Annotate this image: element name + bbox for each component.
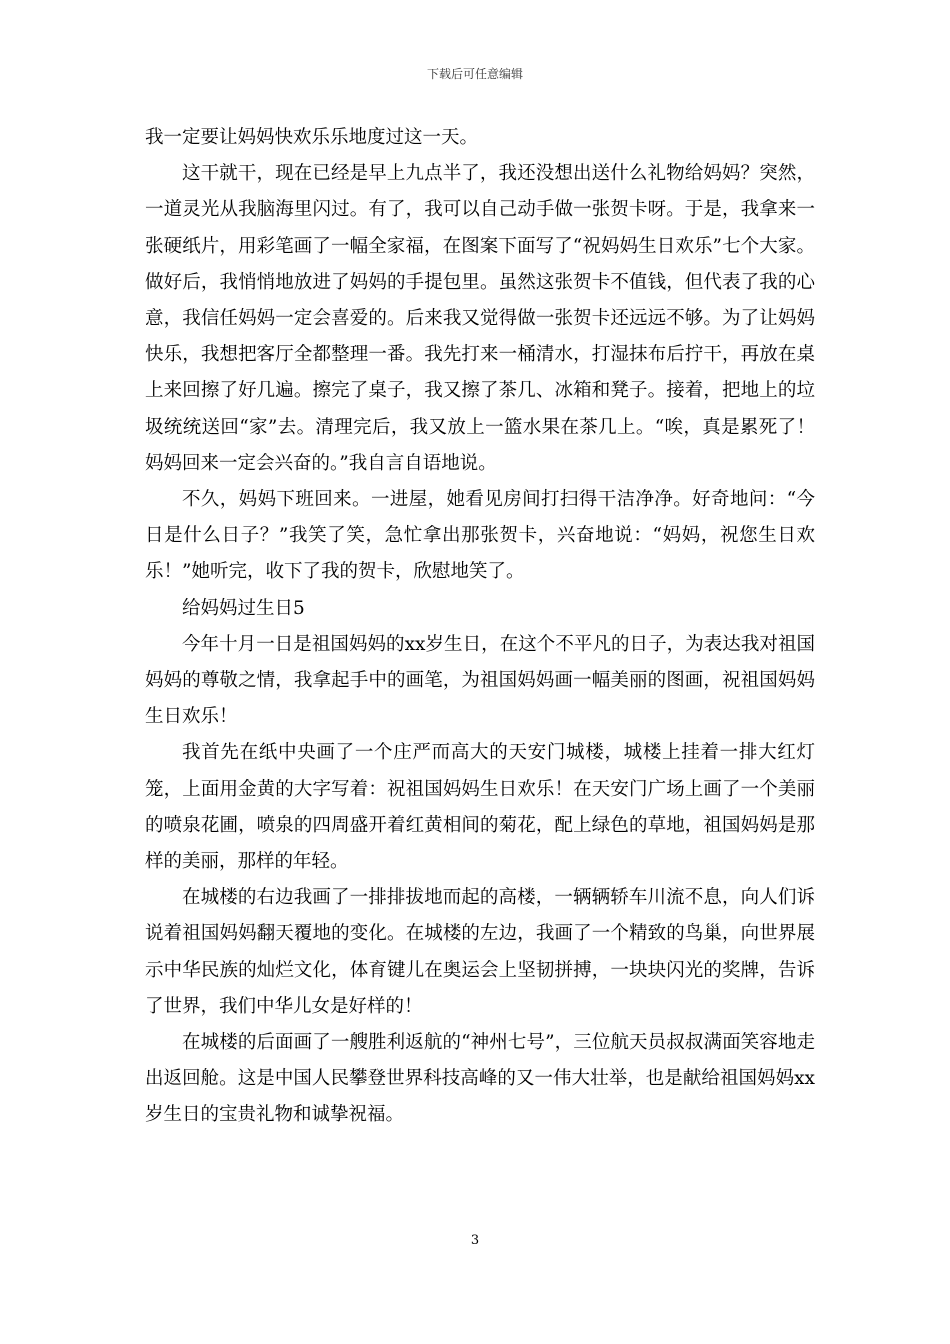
paragraph: 不久，妈妈下班回来。一进屋，她看见房间打扫得干洁净净。好奇地问：“今日是什么日子？”我笑了笑，急忙拿出那张贺卡，兴奋地说：“妈妈，祝您生日欢乐！”她听完，收下了我的贺卡，欣慰地笑了。 [145, 489, 815, 583]
document-body [145, 120, 815, 1134]
paragraph: 在城楼的后面画了一艘胜利返航的“神州七号”，三位航天员叔叔满面笑容地走出返回舱。这是中国人民攀登世界科技高峰的又一伟大壮举，也是献给祖国妈妈xx岁生日的宝贵礼物和诚挚祝福。 [145, 1032, 815, 1126]
page-header: 下载后可任意编辑 [426, 67, 523, 81]
section-title: 给妈妈过生日5 [182, 597, 305, 619]
paragraph: 这干就干，现在已经是早上九点半了，我还没想出送什么礼物给妈妈？突然，一道灵光从我脑海里闪过。有了，我可以自己动手做一张贺卡呀。于是，我拿来一张硬纸片，用彩笔画了一幅全家福，在图案下面写了“祝妈妈生日欢乐”七个大家。做好后，我悄悄地放进了妈妈的手提包里。虽然这张贺卡不值钱，但代表了我的心意，我信任妈妈一定会喜爱的。后来我又觉得做一张贺卡还远远不够。为了让妈妈快乐，我想把客厅全都整理一番。我先打来一桶清水，打湿抹布后拧干，再放在桌上来回擦了好几遍。擦完了桌子，我又擦了茶几、冰箱和凳子。接着，把地上的垃圾统统送回“家”去。清理完后，我又放上一篮水果在茶几上。“唉，真是累死了！妈妈回来一定会兴奋的。”我自言自语地说。 [145, 163, 815, 474]
page-number: 3 [470, 1233, 480, 1248]
paragraph: 我首先在纸中央画了一个庄严而高大的天安门城楼，城楼上挂着一排大红灯笼，上面用金黄的大字写着：祝祖国妈妈生日欢乐！在天安门广场上画了一个美丽的喷泉花圃，喷泉的四周盛开着红黄相间的菊花，配上绿色的草地，祖国妈妈是那样的美丽，那样的年轻。 [145, 742, 815, 873]
paragraph: 我一定要让妈妈快欢乐乐地度过这一天。 [145, 127, 479, 148]
paragraph: 在城楼的右边我画了一排排拔地而起的高楼，一辆辆轿车川流不息，向人们诉说着祖国妈妈翻天覆地的变化。在城楼的左边，我画了一个精致的鸟巢，向世界展示中华民族的灿烂文化，体育键儿在奥运会上坚韧拼搏，一块块闪光的奖牌，告诉了世界，我们中华儿女是好样的！ [145, 887, 815, 1017]
paragraph: 今年十月一日是祖国妈妈的xx岁生日，在这个不平凡的日子，为表达我对祖国妈妈的尊敬之情，我拿起手中的画笔，为祖国妈妈画一幅美丽的图画，祝祖国妈妈生日欢乐！ [145, 633, 815, 728]
